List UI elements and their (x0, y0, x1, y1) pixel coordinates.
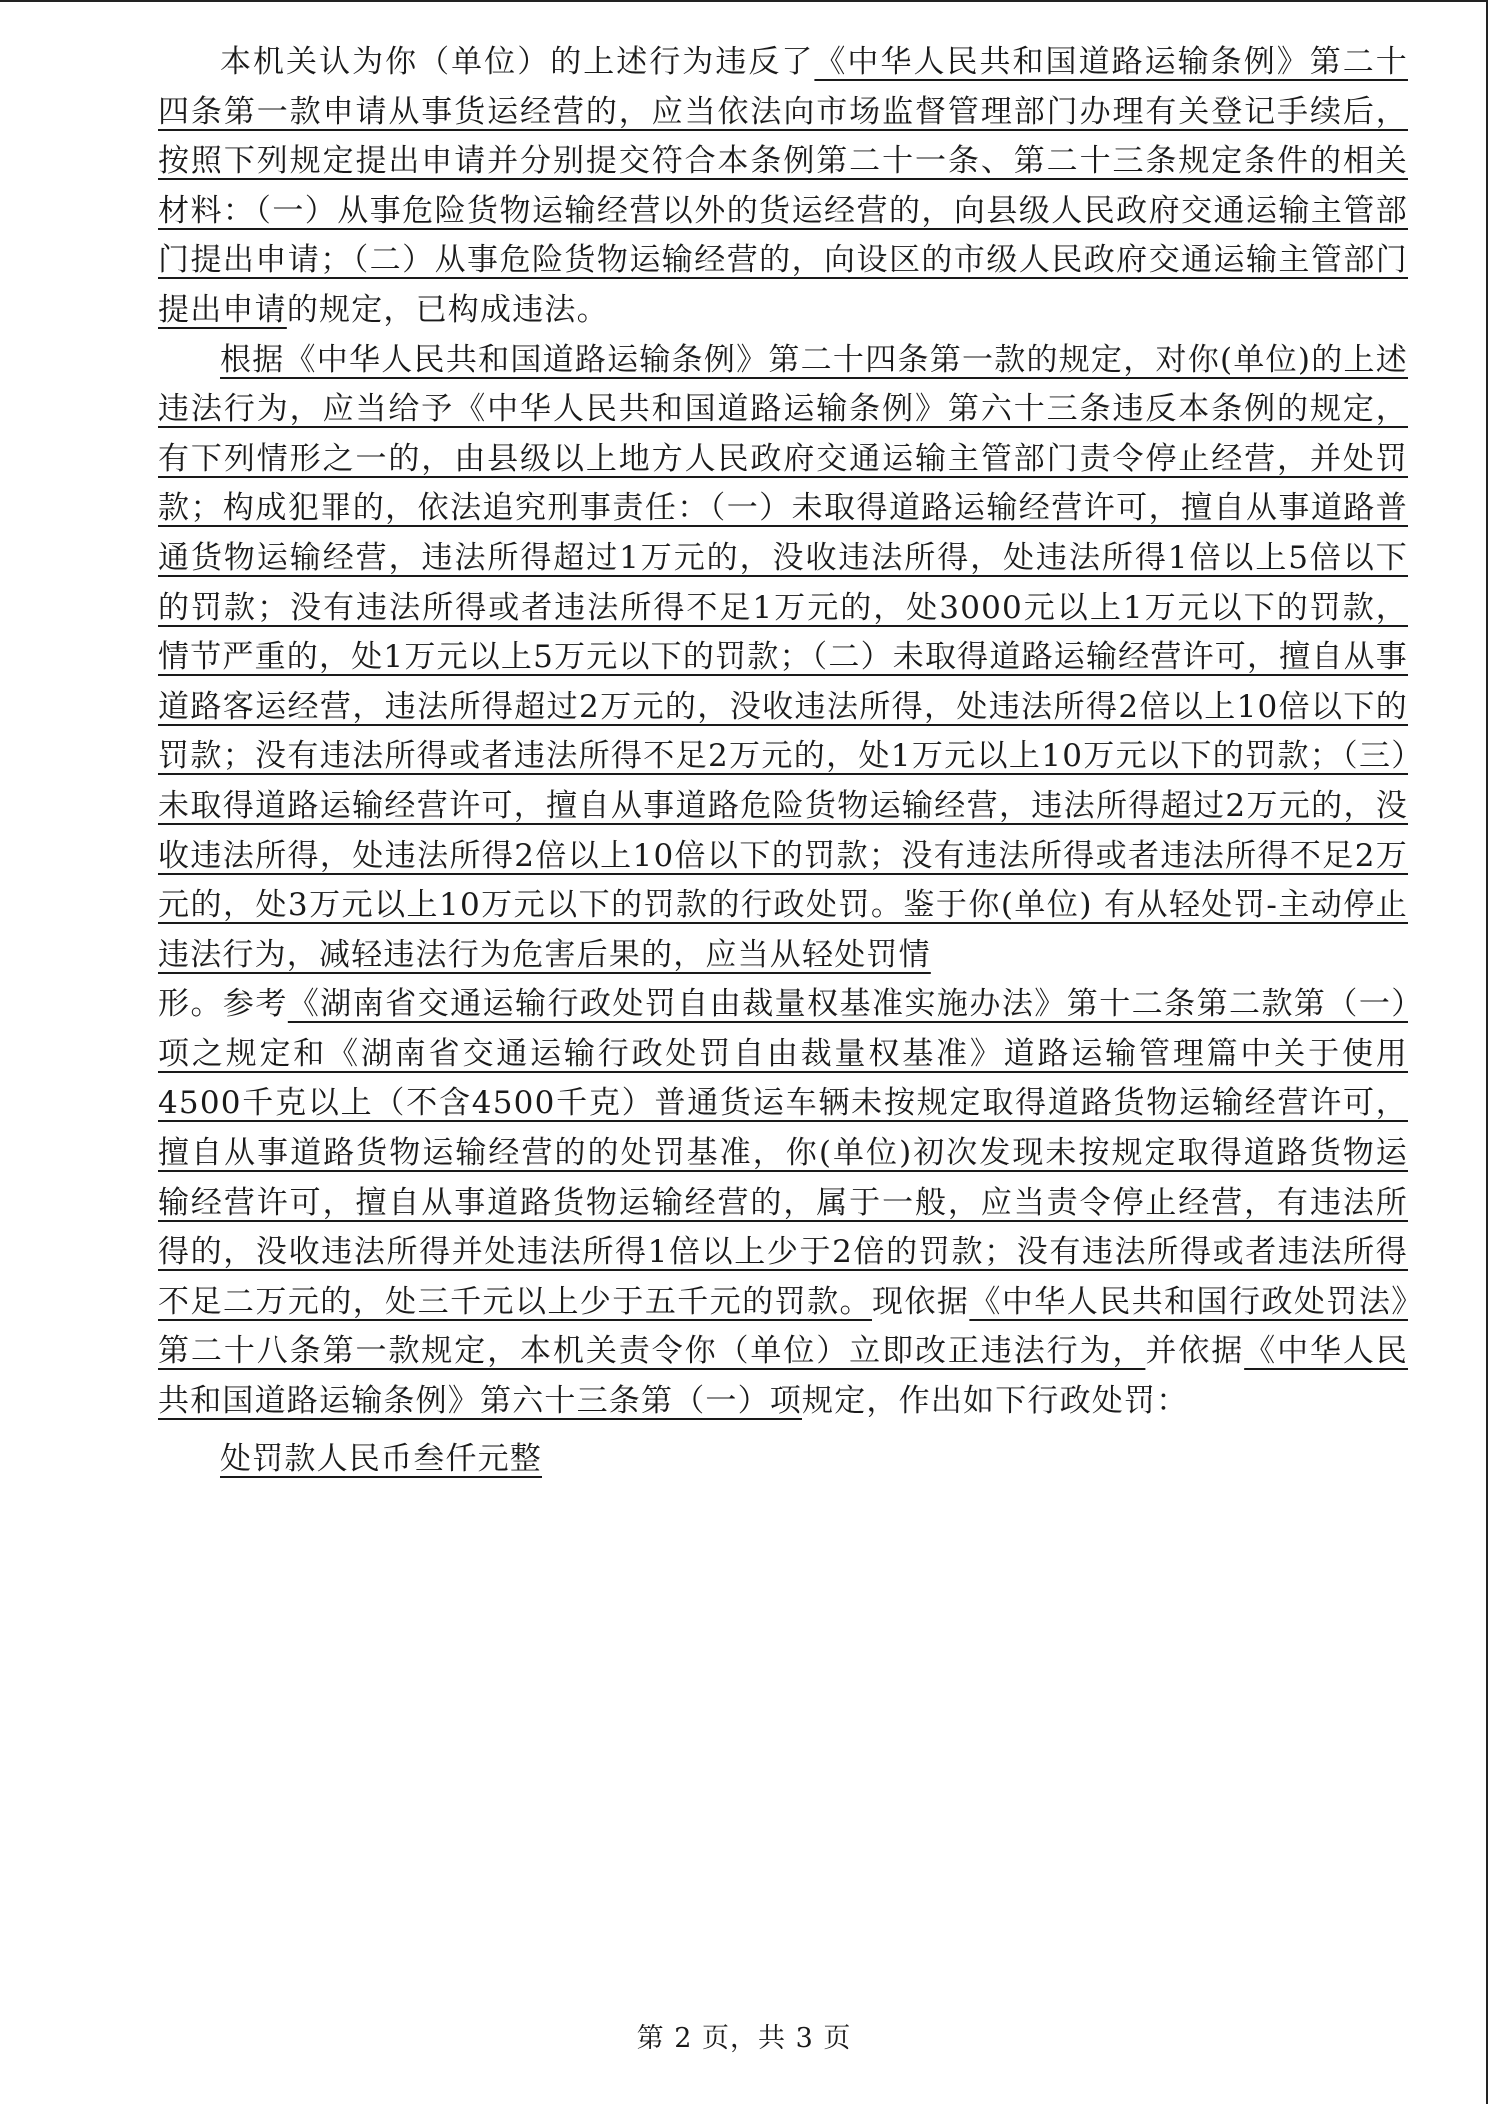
page-top-border (0, 0, 1488, 2)
penalty-amount-line (158, 1435, 1408, 1485)
decision-lead: 现依据 (872, 1283, 970, 1320)
page-footer (0, 2016, 1488, 2055)
discretion-standard: 《湖南省交通运输行政处罚自由裁量权基准实施办法》第十二条第二款第（一）项之规定和《湖南省交通运输行政处罚自由裁量权基准》道路运输管理篇中关于使用4500千克以上（不含4500千克）普通货运车辆未按规定取得道路货物运输经营许可，擅自从事道路货物运输经营的的处罚基准，你(单位)初次发现未按规定取得道路货物运输经营许可，擅自从事道路货物运输经营的，属于一般，应当责令停止经营，有违法所得的，没收违法所得并处违法所得1倍以上少于2倍的罚款；没有违法所得或者违法所得不足二万元的，处三千元以上少于五千元的罚款。 (158, 986, 1408, 1320)
penalty-amount: 处罚款人民币叁仟元整 (220, 1440, 542, 1477)
violation-lead-text: 本机关认为你（单位）的上述行为违反了 (220, 44, 815, 80)
road-transport-regulation-citation: 《中华人民共和国道路运输条例》第六十三条第（一）项 (158, 1333, 1409, 1420)
violation-conclusion: 的规定，已构成违法。 (286, 291, 609, 328)
decision-tail: 规定，作出如下行政处罚： (802, 1383, 1189, 1420)
paragraph-penalty-basis (158, 336, 1408, 981)
paragraph-discretion (158, 980, 1408, 1426)
violation-cited-regulation: 《中华人民共和国道路运输条例》第二十四条第一款申请从事货运经营的，应当依法向市场监督管理部门办理有关登记手续后，按照下列规定提出申请并分别提交符合本条例第二十一条、第二十三条规定条件的相关材料：（一）从事危险货物运输经营以外的货运经营的，向县级人民政府交通运输主管部门提出申请；（二）从事危险货物运输经营的，向设区的市级人民政府交通运输主管部门提出申请 (158, 44, 1408, 328)
decision-connector: 并依据 (1145, 1333, 1245, 1370)
discretion-lead: 形。参考 (158, 986, 288, 1023)
document-body (158, 38, 1408, 1484)
administrative-penalty-law-citation: 《中华人民共和国行政处罚法》第二十八条第一款规定，本机关责令你（单位）立即改正违法行为， (158, 1283, 1408, 1370)
paragraph-violation (158, 38, 1408, 336)
page-number: 第 2 页，共 3 页 (636, 2023, 852, 2054)
penalty-basis-regulation: 根据《中华人民共和国道路运输条例》第二十四条第一款的规定，对你(单位)的上述违法行为，应当给予《中华人民共和国道路运输条例》第六十三条违反本条例的规定，有下列情形之一的，由县级以上地方人民政府交通运输主管部门责令停止经营，并处罚款；构成犯罪的，依法追究刑事责任：（一）未取得道路运输经营许可，擅自从事道路普通货物运输经营，违法所得超过1万元的，没收违法所得，处违法所得1倍以上5倍以下的罚款；没有违法所得或者违法所得不足1万元的，处3000元以上1万元以下的罚款，情节严重的，处1万元以上5万元以下的罚款；（二）未取得道路运输经营许可，擅自从事道路客运经营，违法所得超过2万元的，没收违法所得，处违法所得2倍以上10倍以下的罚款；没有违法所得或者违法所得不足2万元的，处1万元以上10万元以下的罚款；（三）未取得道路运输经营许可，擅自从事道路危险货物运输经营，违法所得超过2万元的，没收违法所得，处违法所得2倍以上10倍以下的罚款；没有违法所得或者违法所得不足2万元的，处3万元以上10万元以下的罚款的行政处罚。鉴于你(单位) 有从轻处罚-主动停止违法行为，减轻违法行为危害后果的，应当从轻处罚情 (158, 341, 1408, 973)
